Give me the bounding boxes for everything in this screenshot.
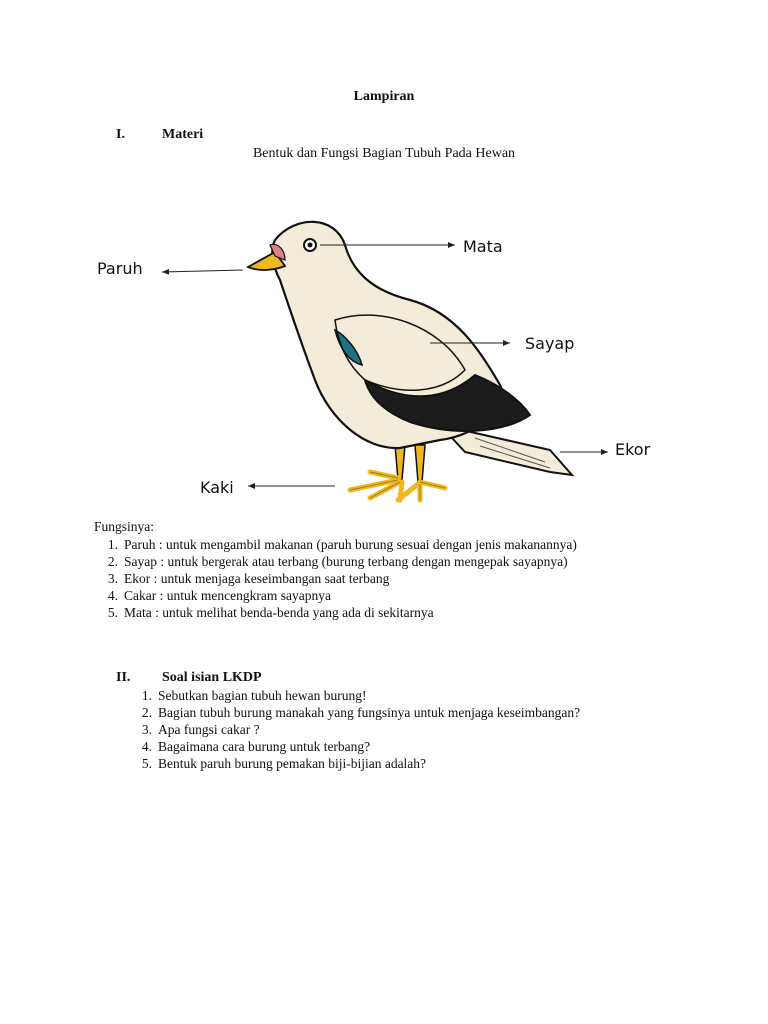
list-item: 1. Sebutkan bagian tubuh hewan burung!: [141, 688, 367, 703]
functions-heading: Fungsinya:: [94, 519, 155, 534]
section-2-title: Soal isian LKDP: [162, 670, 262, 685]
label-kaki: Kaki: [200, 478, 234, 497]
bird-diagram: [80, 200, 680, 520]
bird-leg-right: [415, 445, 425, 482]
list-item: 3. Apa fungsi cakar ?: [141, 722, 260, 737]
label-mata: Mata: [463, 237, 503, 256]
label-ekor: Ekor: [615, 440, 651, 459]
section-1-number: I.: [116, 127, 125, 142]
list-item: 4. Cakar : untuk mencengkram sayapnya: [107, 588, 331, 603]
list-item: 1. Paruh : untuk mengambil makanan (paruh burung sesuai dengan jenis makanannya): [107, 537, 577, 552]
list-item: 5. Bentuk paruh burung pemakan biji-bijian adalah?: [141, 756, 427, 771]
section-1-title: Materi: [162, 127, 204, 142]
section-2-number: II.: [116, 670, 131, 685]
bird-feet: [350, 472, 445, 500]
page-title: Lampiran: [353, 89, 415, 104]
list-item: 2. Bagian tubuh burung manakah yang fungsinya untuk menjaga keseimbangan?: [141, 705, 581, 720]
list-item: 2. Sayap : untuk bergerak atau terbang (burung terbang dengan mengepak sayapnya): [107, 554, 568, 569]
questions-list: [130, 687, 580, 772]
label-paruh: Paruh: [97, 259, 143, 278]
functions-list: [96, 536, 577, 621]
section-1-subtitle: Bentuk dan Fungsi Bagian Tubuh Pada Hewan: [252, 146, 516, 161]
list-item: 4. Bagaimana cara burung untuk terbang?: [141, 739, 371, 754]
bird-leg-left: [395, 445, 405, 480]
list-item: 3. Ekor : untuk menjaga keseimbangan saat terbang: [107, 571, 390, 586]
label-sayap: Sayap: [525, 334, 575, 353]
list-item: 5. Mata : untuk melihat benda-benda yang ada di sekitarnya: [107, 605, 434, 620]
